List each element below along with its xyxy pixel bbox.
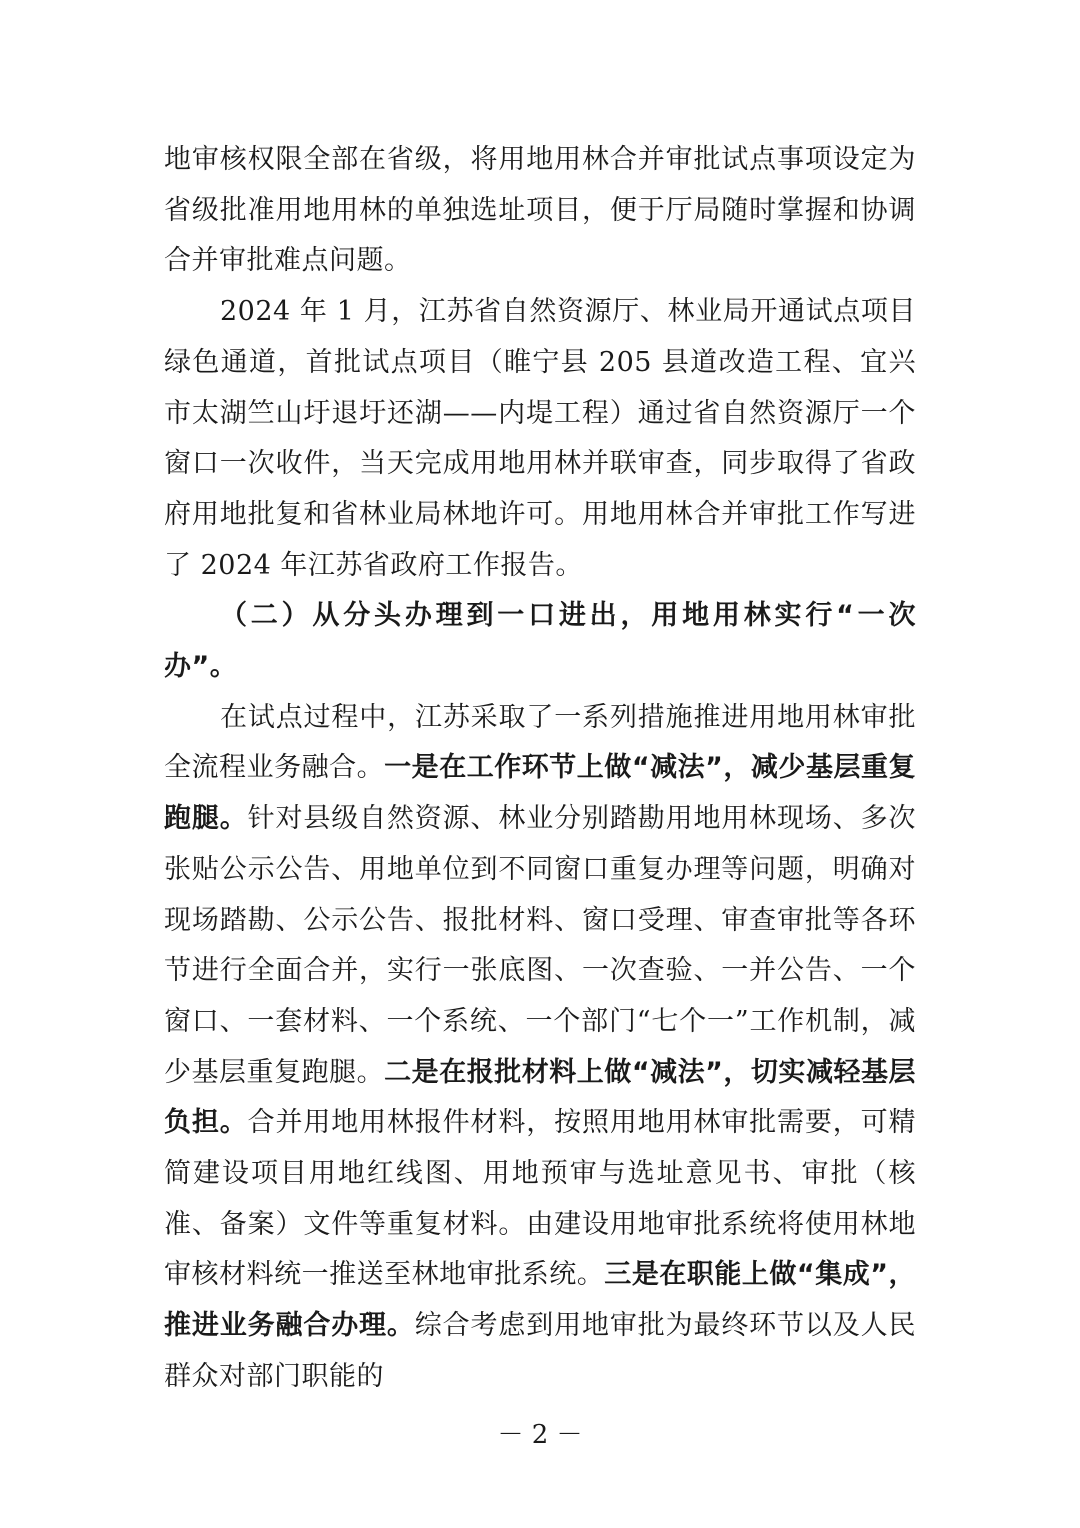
- page-number: － 2 －: [497, 1420, 583, 1450]
- measure-one-heading: 一是在工作环节上做“减法”，减少基层重复跑腿。: [164, 752, 916, 835]
- measure-three-heading: 三是在职能上做“集成”，推进业务融合办理。: [164, 1259, 916, 1342]
- measure-three-text: 综合考虑到用地审批为最终环节以及人民群众对部门职能的: [164, 1310, 917, 1392]
- measure-one-text: 针对县级自然资源、林业分别踏勘用地用林现场、多次张贴公示公告、用地单位到不同窗口重复办理等问题，明确对现场踏勘、公示公告、报批材料、窗口受理、审查审批等各环节进行全面合并，实行一张底图、一次查验、一并公告、一个窗口、一套材料、一个系统、一个部门“七个一”工作机制，减少基层重复跑腿。: [164, 803, 917, 1088]
- measures-intro: 在试点过程中，江苏采取了一系列措施推进用地用林审批全流程业务融合。: [164, 701, 916, 784]
- section-heading-2: （二）从分头办理到一口进出，用地用林实行“一次办”。: [164, 600, 916, 683]
- paragraph-pilot-2024: 2024 年 1 月，江苏省自然资源厅、林业局开通试点项目绿色通道，首批试点项目（睢宁县 205 县道改造工程、宜兴市太湖竺山圩退圩还湖——内堤工程）通过省自然资源厅一个窗口一次收件，当天完成用地用林并联审查，同步取得了省政府用地批复和省林业局林地许可。用地用林合并审批工作写进了 2024 年江苏省政府工作报告。: [164, 296, 916, 581]
- body-text: [164, 135, 916, 1403]
- paragraph-continued: 地审核权限全部在省级，将用地用林合并审批试点事项设定为省级批准用地用林的单独选址项目，便于厅局随时掌握和协调合并审批难点问题。: [164, 144, 916, 277]
- measure-two-text: 合并用地用林报件材料，按照用地用林审批需要，可精简建设项目用地红线图、用地预审与选址意见书、审批（核准、备案）文件等重复材料。由建设用地审批系统将使用林地审核材料统一推送至林地审批系统。: [164, 1107, 917, 1291]
- paragraph-measures: [164, 693, 916, 1403]
- measure-two-heading: 二是在报批材料上做“减法”，切实减轻基层负担。: [164, 1056, 916, 1139]
